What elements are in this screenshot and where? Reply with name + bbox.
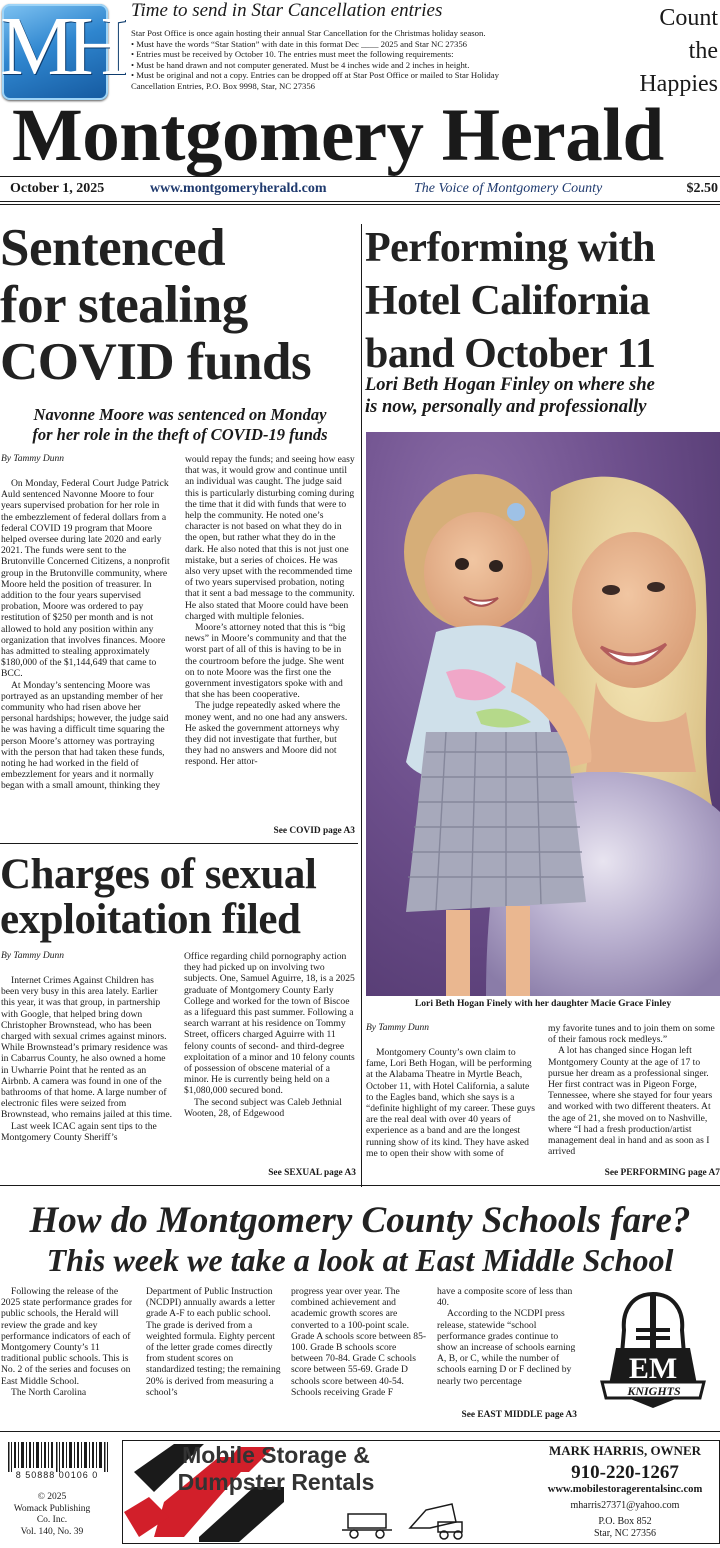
sexual-byline: By Tammy Dunn <box>1 951 64 961</box>
photo-illustration <box>366 432 720 996</box>
covid-end-rule <box>0 843 358 844</box>
count-the-happies-teaser[interactable] <box>628 2 718 101</box>
photo-caption: Lori Beth Hogan Finely with her daughter Macie Grace Finley <box>414 998 672 1009</box>
sexual-jump-link[interactable]: See SEXUAL page A3 <box>268 1168 356 1178</box>
schools-column-3: progress year over year. The combined achievement and academic growth scores are converted to a 100-point scale. Grade A schools score between 85-100. Grade B schools score between 70-84. Grade C schools score between 55-69. Grade D schools score between 40-54. Schools receiving Grade F <box>291 1286 427 1398</box>
covid-column-2: would repay the funds; and seeing how easy that was, it would grow and continue until an individual was caught. The judge said this is particularly disturbing coming during the time that it did with funds that were to help the community. He noted one’s character is not based on what they do in the open, but rather what they do in the dark. He also noted that this is not just one mistake, but a series of choices. He was also very upset with the recommended time of two years supervised probation, noting that it sent a bad message to the community. He also stated that Moore could have been charged with multiple felonies. Moore’s attorney noted that this is “big news” in Moore’s community and that the worst part of all of this is having to be in the courtroom before the judge. She went on to note Moore was the first one the government investigators spoke with and that she has been cooperative. The judge repeatedly asked where the money went, and no one had any answers. He asked the government attorneys why they did not investigate that further, but they had no answers and Moore did not respond. Her attor- <box>185 454 355 768</box>
schools-headline[interactable]: How do Montgomery County Schools fare? <box>29 1200 691 1241</box>
masthead-rule-bottom <box>0 201 720 202</box>
section-rule <box>0 1185 720 1186</box>
headline-line: exploitation filed <box>0 896 301 943</box>
schools-column-4: have a composite score of less than 40. According to the NCDPI press release, statewide “school performance grades continue to show an increase of schools earning A, B, or C, while the number of schools earning D or F declined by nearly two percentage <box>437 1286 576 1387</box>
schools-jump-link[interactable]: See EAST MIDDLE page A3 <box>461 1410 577 1420</box>
schools-column-2: Department of Public Instruction (NCDPI) annually awards a letter grade A-F to each public school. The grade is derived from a weighted formula. Eighty percent of the letter grade comes directly from student scores on standardized testing; the remaining 20% is derived from measuring a school’s <box>146 1286 281 1398</box>
headline-line: Charges of sexual <box>0 851 317 898</box>
promo-body <box>131 28 611 92</box>
footer-rule <box>0 1431 720 1432</box>
schools-subhead: This week we take a look at East Middle School <box>46 1242 674 1278</box>
performing-deck: Lori Beth Hogan Finley on where she is now, personally and professionally <box>365 375 655 417</box>
barcode <box>8 1442 112 1472</box>
herald-logo-text: MH <box>0 0 120 93</box>
website-link[interactable]: www.montgomeryherald.com <box>150 181 327 196</box>
ad-website[interactable]: www.mobilestoragerentalsinc.com <box>547 1484 703 1495</box>
promo-line: • Must be hand drawn and not computer generated. Must be 4 inches wide and 2 inches in height. <box>131 59 470 70</box>
teaser-line: the <box>688 38 718 64</box>
promo-line: • Must have the words “Star Station” with date in this format Dec ____ 2025 and Star NC 27356 <box>131 38 468 49</box>
sexual-column-1: Internet Crimes Against Children has been very busy in this area lately. Earlier this year, it was that group, in partnership with Google, that helped bring down Christopher Brownstead, who has been charged with sexual crimes against minors. While Brownstead’s primary residence was in Cabarrus County, he also owned a home in Uwharrie Point that he rented as an Airbnb. A camera was found in one of the bathrooms of that home. A large number of electronic files were seized from Brownstead, who remains jailed at this time. Last week ICAC again sent tips to the Montgomery County Sheriff’s <box>1 975 173 1143</box>
newspaper-nameplate: Montgomery Herald <box>12 94 664 177</box>
masthead-rule-top <box>0 176 720 177</box>
promo-line: • Entries must be received by October 10. The entries must meet the following requirements: <box>131 49 454 60</box>
truck-icon <box>340 1500 470 1540</box>
promo-line: • Must be original and not a copy. Entries can be dropped off at Star Post Office or mailed to Star Holiday <box>131 70 499 81</box>
teaser-line: Count <box>659 5 718 31</box>
finley-daughter-photo[interactable] <box>366 432 720 996</box>
covid-jump-link[interactable]: See COVID page A3 <box>273 826 355 836</box>
ad-title: Mobile Storage & Dumpster Rentals <box>177 1442 375 1495</box>
headline-line: for stealing <box>0 276 248 334</box>
performing-jump-link[interactable]: See PERFORMING page A7 <box>604 1168 720 1178</box>
ad-email[interactable]: mharris27371@yahoo.com <box>570 1500 680 1511</box>
schools-column-1: Following the release of the 2025 state performance grades for public schools, the Herald will review the grade and key performance indicators of each of Montgomery County’s 11 traditional public schools. This is No. 2 of the series and focuses on East Middle School. The North Carolina <box>1 1286 133 1398</box>
tagline: The Voice of Montgomery County <box>414 181 603 196</box>
teaser-line: Happies <box>639 71 718 97</box>
ad-address: P.O. Box 852 Star, NC 27356 <box>593 1516 657 1539</box>
promo-headline: Time to send in Star Cancellation entries <box>131 0 443 21</box>
performing-byline: By Tammy Dunn <box>366 1023 429 1033</box>
headline-line: Sentenced <box>0 219 226 277</box>
headline-line: band October 11 <box>365 331 656 377</box>
sexual-column-2: Office regarding child pornography action they had picked up on involving two subjects. One, Samuel Aguirre, 18, is a 2025 graduate of Montgomery County Early College and worked for the town of Biscoe as a lifeguard this past summer. Following a search warrant at his residence on Tommy Street, officers charged Aguirre with 11 felony counts of second- and third-degree exploitation of a minor and 10 felony counts of possession of obscene material of a minor. He is currently being held on a $1,080,000 secured bond. The second subject was Caleb Jethnial Wooten, 28, of Edgewood <box>184 951 355 1119</box>
performing-column-1: Montgomery County’s own claim to fame, Lori Beth Hogan, will be performing at the Alabama Theatre in Myrtle Beach, October 11, with Hotel California, a salute to the Eagles band, which she says is a “definite highlight of my career. These guys are the real deal with over 40 years of experience as a band and are the longest running show of its kind. They have asked me to open their show with some of <box>366 1047 535 1159</box>
em-logo-letters: EM <box>628 1352 678 1385</box>
barcode-number: 8 50888 00106 0 <box>15 1470 99 1480</box>
covid-byline: By Tammy Dunn <box>1 454 64 464</box>
performing-headline[interactable] <box>365 222 720 381</box>
ad-owner: MARK HARRIS, OWNER <box>548 1443 702 1458</box>
em-logo-banner: KNIGHTS <box>627 1384 681 1398</box>
covid-column-1: On Monday, Federal Court Judge Patrick Auld sentenced Navonne Moore to four years supervised probation for her role in the embezzlement of federal dollars from a federal COVID 19 program that Moore helped oversee during late 2020 and early 2021. The funds were sent to the Brutonville Concerned Citizens, a nonprofit group in the Brutonville community, where Moore held the position of treasurer. In addition to the four years supervised probation, Moore was ordered to pay restitution of $250 per month and is not allowed to hold any position within any organization that involves finances. Moore has admitted to stealing approximately $180,000 of the $1,144,649 that came to BCC. At Monday’s sentencing Moore was portrayed as an upstanding member of her community who had risen above her personal hardships; however, the judge said he was having a difficult time squaring the person Moore’s attorney was portraying with the person that had taken these funds, noting he had worked in the field of embezzlement for years and it normally began with a small amount, thinking they <box>1 478 170 792</box>
headline-line: Performing with <box>365 225 655 271</box>
issue-price: $2.50 <box>686 181 718 196</box>
copyright-block: © 2025 Womack Publishing Co. Inc. Vol. 140, No. 39 <box>13 1492 91 1537</box>
column-divider <box>361 224 362 1187</box>
covid-deck: Navonne Moore was sentenced on Monday for her role in the theft of COVID-19 funds <box>32 405 328 444</box>
issue-date: October 1, 2025 <box>10 181 105 196</box>
headline-line: Hotel California <box>365 278 650 324</box>
sexual-headline[interactable] <box>0 852 360 942</box>
ad-phone[interactable]: 910-220-1267 <box>571 1462 679 1483</box>
performing-column-2: my favorite tunes and to join them on some of their famous rock medleys.” A lot has changed since Hogan left Montgomery County at the age of 17 to pursue her dream as a professional singer. Her first contract was in Pigeon Forge, Tennessee, where she stayed for four years and worked with two different theaters. At the age of 21, she moved on to Nashville, where “I had a fresh production/artist management deal in hand and as soon as I arrived <box>548 1023 715 1158</box>
promo-line: Cancellation Entries, P.O. Box 9998, Star, NC 27356 <box>131 80 316 91</box>
masthead-rule-bottom-2 <box>0 204 720 205</box>
covid-headline[interactable] <box>0 220 360 391</box>
promo-line: Star Post Office is once again hosting their annual Star Cancellation for the Christmas holiday season. <box>131 28 486 38</box>
headline-line: COVID funds <box>0 333 312 391</box>
